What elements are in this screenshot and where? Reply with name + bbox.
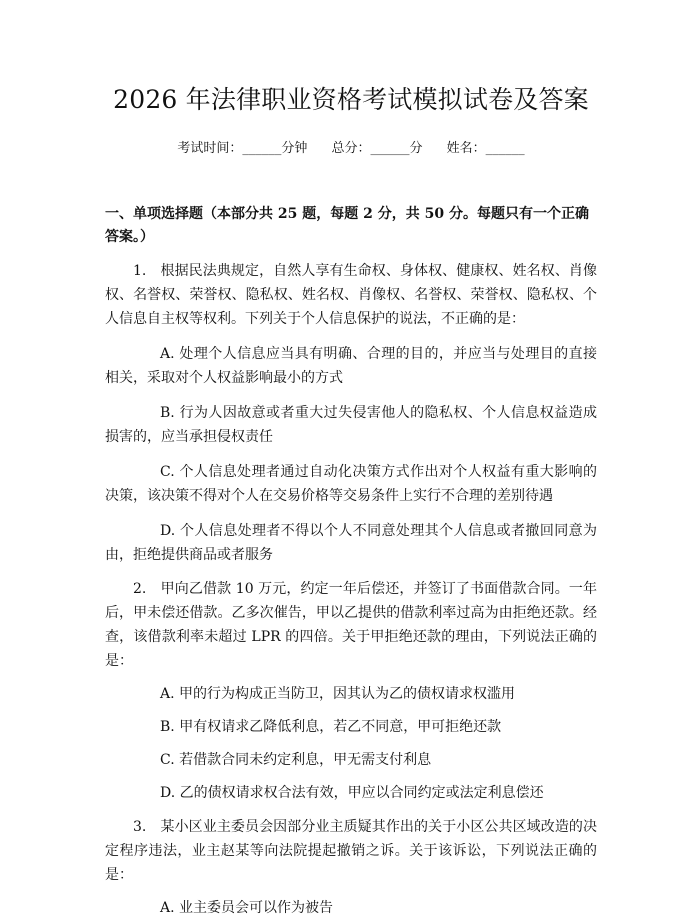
- total-score-field: 总分：______分: [331, 141, 423, 156]
- section-heading: 一、单项选择题（本部分共 25 题，每题 2 分，共 50 分。每题只有一个正确答案。）: [105, 206, 589, 245]
- question-2-option-a: A. 甲的行为构成正当防卫，因其认为乙的债权请求权滥用: [160, 686, 516, 702]
- question-1-option-c: C. 个人信息处理者通过自动化决策方式作出对个人权益有重大影响的决策，该决策不得对个人在交易价格等交易条件上实行不合理的差别待遇: [105, 464, 597, 504]
- document-title: 2026 年法律职业资格考试模拟试卷及答案: [113, 85, 589, 114]
- question-1-option-b: B. 行为人因故意或者重大过失侵害他人的隐私权、个人信息权益造成损害的，应当承担侵权责任: [105, 405, 597, 445]
- question-1-option-d: D. 个人信息处理者不得以个人不同意处理其个人信息或者撤回同意为由，拒绝提供商品或者服务: [105, 523, 597, 563]
- question-3-option-a: A. 业主委员会可以作为被告: [160, 900, 334, 916]
- exam-info-line: [105, 140, 597, 158]
- exam-time-field: 考试时间：______分钟: [177, 141, 308, 156]
- question-2-option-d: D. 乙的债权请求权合法有效，甲应以合同约定或法定利息偿还: [160, 785, 544, 801]
- question-1-option-a: A. 处理个人信息应当具有明确、合理的目的，并应当与处理目的直接相关，采取对个人权益影响最小的方式: [105, 346, 597, 386]
- question-1-stem: 1. 根据民法典规定，自然人享有生命权、身体权、健康权、姓名权、肖像权、名誉权、荣誉权、隐私权、姓名权、肖像权、名誉权、荣誉权、隐私权、个人信息自主权等权利。下列关于个人信息保护的说法，不正确的是：: [105, 263, 597, 327]
- question-2-stem: 2. 甲向乙借款 10 万元，约定一年后偿还，并签订了书面借款合同。一年后，甲未偿还借款。乙多次催告，甲以乙提供的借款利率过高为由拒绝还款。经查，该借款利率未超过 LPR 的四倍。关于甲拒绝还款的理由，下列说法正确的是：: [105, 581, 597, 669]
- question-3-stem: 3. 某小区业主委员会因部分业主质疑其作出的关于小区公共区域改造的决定程序违法，业主赵某等向法院提起撤销之诉。关于该诉讼，下列说法正确的是：: [105, 819, 597, 883]
- question-2-option-b: B. 甲有权请求乙降低利息，若乙不同意，甲可拒绝还款: [160, 719, 502, 735]
- question-2-option-c: C. 若借款合同未约定利息，甲无需支付利息: [160, 752, 432, 768]
- student-name-field: 姓名：______: [446, 141, 525, 156]
